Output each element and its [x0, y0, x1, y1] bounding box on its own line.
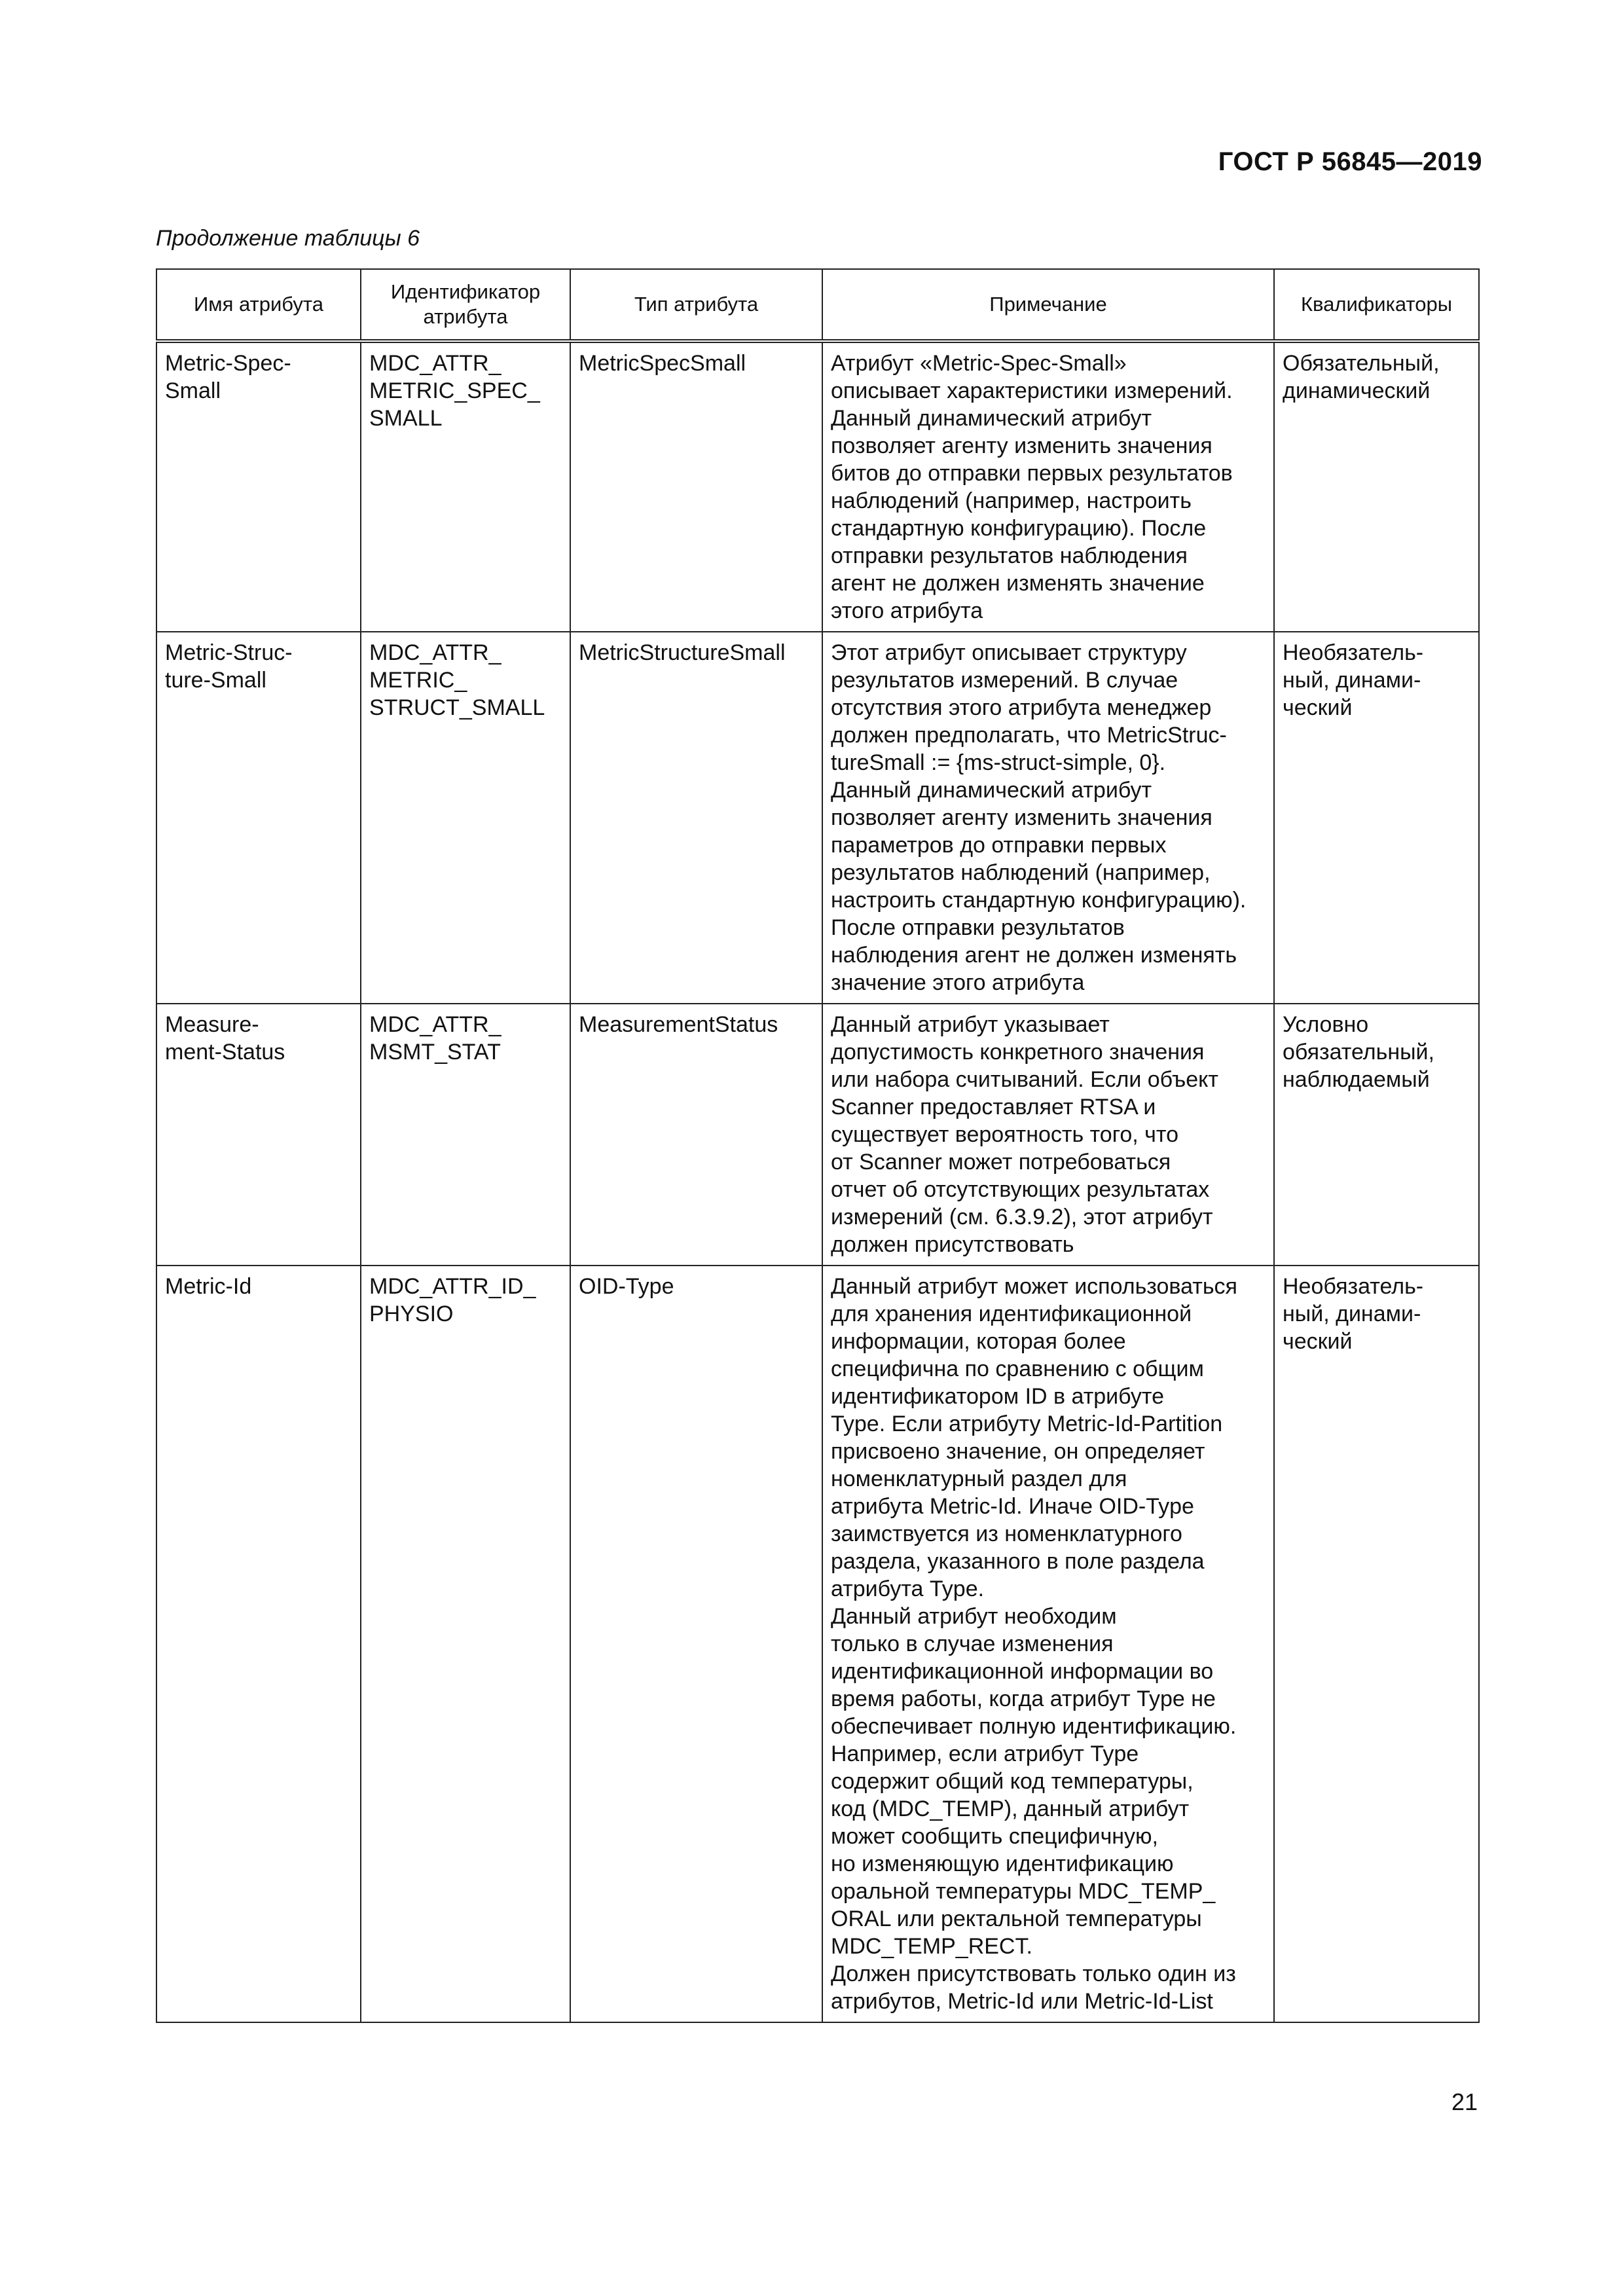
column-header-type: Тип атрибута	[570, 269, 822, 341]
attribute-name-cell: Metric-Id	[156, 1266, 361, 2022]
column-header-qualifiers: Квалификаторы	[1274, 269, 1479, 341]
attribute-qualifiers-cell: Необязатель- ный, динами- ческий	[1274, 1266, 1479, 2022]
column-header-note: Примечание	[822, 269, 1274, 341]
attribute-note-cell: Атрибут «Metric-Spec-Small» описывает характеристики измерений. Данный динамический атрибут позволяет агенту изменить значения битов до отправки первых результатов наблюдений (например, настроить стандартную конфигурацию). После отправки результатов наблюдения агент не должен изменять значение этого атрибута	[822, 341, 1274, 632]
column-header-name: Имя атрибута	[156, 269, 361, 341]
attribute-qualifiers-cell: Условно обязательный, наблюдаемый	[1274, 1004, 1479, 1266]
page-number: 21	[1451, 2088, 1478, 2115]
attribute-id-cell: MDC_ATTR_ID_ PHYSIO	[361, 1266, 570, 2022]
attribute-note-cell: Данный атрибут указывает допустимость конкретного значения или набора считываний. Если объект Scanner предоставляет RTSA и существует вероятность того, что от Scanner может потребоваться отчет об отсутствующих результатах измерений (см. 6.3.9.2), этот атрибут должен присутствовать	[822, 1004, 1274, 1266]
table-caption: Продолжение таблицы 6	[156, 226, 420, 251]
table-header	[156, 269, 1479, 341]
table-row	[156, 341, 1479, 632]
attribute-name-cell: Metric-Struc- ture-Small	[156, 632, 361, 1004]
attribute-name-cell: Metric-Spec- Small	[156, 341, 361, 632]
attribute-id-cell: MDC_ATTR_ METRIC_ STRUCT_SMALL	[361, 632, 570, 1004]
table-body	[156, 341, 1479, 2022]
attribute-type-cell: MetricStructureSmall	[570, 632, 822, 1004]
header-row	[156, 269, 1479, 341]
attribute-type-cell: MetricSpecSmall	[570, 341, 822, 632]
attribute-qualifiers-cell: Обязательный, динамический	[1274, 341, 1479, 632]
table-row	[156, 1004, 1479, 1266]
attribute-id-cell: MDC_ATTR_ METRIC_SPEC_ SMALL	[361, 341, 570, 632]
attribute-type-cell: MeasurementStatus	[570, 1004, 822, 1266]
attribute-note-cell: Этот атрибут описывает структуру результатов измерений. В случае отсутствия этого атрибута менеджер должен предполагать, что MetricStruc- tureSmall := {ms-struct-simple, 0}. Данный динамический атрибут позволяет агенту изменить значения параметров до отправки первых результатов наблюдений (например, настроить стандартную конфигурацию). После отправки результатов наблюдения агент не должен изменять значение этого атрибута	[822, 632, 1274, 1004]
attribute-type-cell: OID-Type	[570, 1266, 822, 2022]
attribute-id-cell: MDC_ATTR_ MSMT_STAT	[361, 1004, 570, 1266]
attribute-qualifiers-cell: Необязатель- ный, динами- ческий	[1274, 632, 1479, 1004]
attribute-note-cell: Данный атрибут может использоваться для хранения идентификационной информации, которая более специфична по сравнению с общим идентификатором ID в атрибуте Type. Если атрибуту Metric-Id-Partition присвоено значение, он определяет номенклатурный раздел для атрибута Metric-Id. Иначе OID-Type заимствуется из номенклатурного раздела, указанного в поле раздела атрибута Type. Данный атрибут необходим только в случае изменения идентификационной информации во время работы, когда атрибут Type не обеспечивает полную идентификацию. Например, если атрибут Type содержит общий код температуры, код (MDC_TEMP), данный атрибут может сообщить специфичную, но изменяющую идентификацию оральной температуры MDC_TEMP_ ORAL или ректальной температуры MDC_TEMP_RECT. Должен присутствовать только один из атрибутов, Metric-Id или Metric-Id-List	[822, 1266, 1274, 2022]
attribute-name-cell: Measure- ment-Status	[156, 1004, 361, 1266]
attribute-table	[156, 268, 1480, 2023]
table-row	[156, 632, 1479, 1004]
column-header-identifier: Идентификатор атрибута	[361, 269, 570, 341]
document-code: ГОСТ Р 56845—2019	[1218, 147, 1482, 176]
table-row	[156, 1266, 1479, 2022]
